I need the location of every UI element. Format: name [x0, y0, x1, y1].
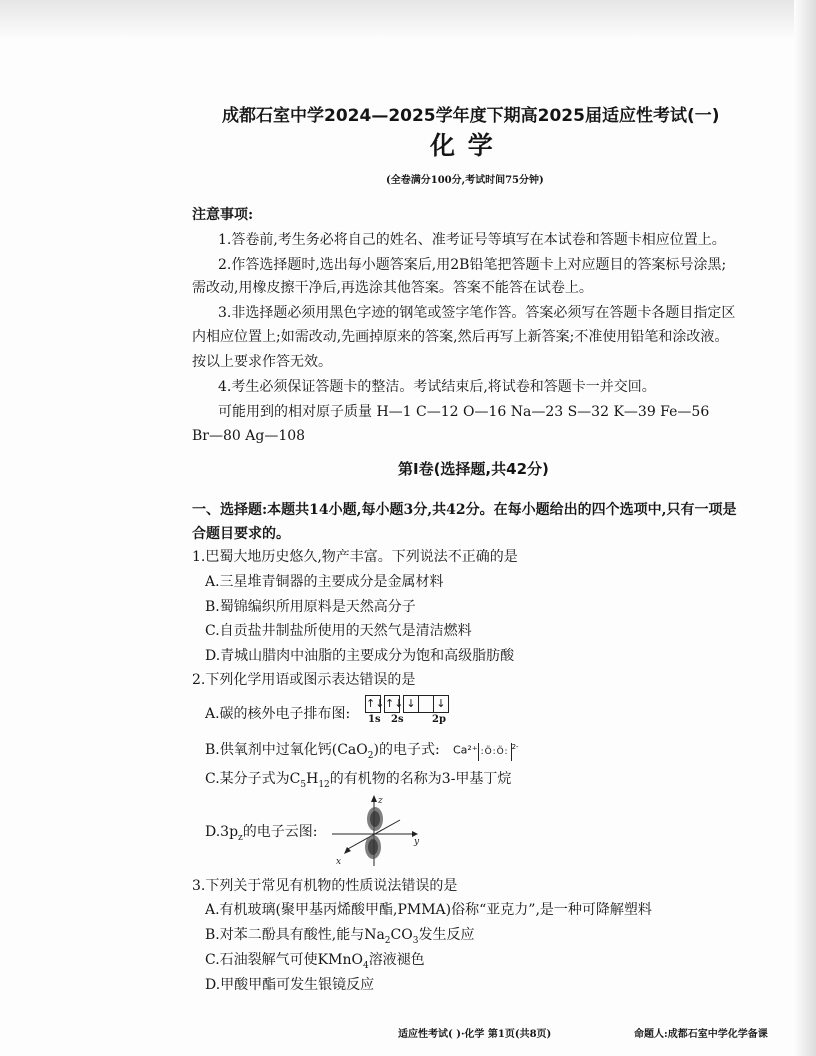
subject-title: 化 学 [430, 131, 495, 160]
atomic-masses-line2: Br—80 Ag—108 [192, 428, 306, 444]
q3-option-a: A.有机玻璃(聚甲基丙烯酸甲酯,PMMA)俗称“亚克力”,是一种可降解塑料 [205, 902, 652, 918]
atomic-masses-line1: 可能用到的相对原子质量 H—1 C—12 O—16 Na—23 S—32 K—39 Fe—56 [218, 404, 710, 420]
orbital-box [418, 696, 433, 712]
note-1: 1.答卷前,考生务必将自己的姓名、准考证号等填写在本试卷和答题卡相应位置上。 [218, 232, 726, 248]
electron-cloud-diagram [326, 792, 420, 868]
q1-option-b: B.蜀锦编织所用原料是天然高分子 [205, 599, 416, 615]
q2-stem: 2.下列化学用语或图示表达错误的是 [192, 672, 416, 688]
q2-option-c: C.某分子式为$C_5H_{12}$的有机物的名称为3-甲基丁烷 [205, 771, 512, 790]
orbital-box: ↑↓ [385, 697, 404, 710]
orbital-label-2s: 2s [391, 714, 404, 725]
exam-title: 成都石室中学2024—2025学年度下期高2025届适应性考试(一) [222, 106, 720, 126]
part-instructions-1: 一、选择题:本题共14小题,每小题3分,共42分。在每小题给出的四个选项中,只有一项是 [192, 502, 737, 518]
note-4: 4.考生必须保证答题卡的整洁。考试结束后,将试卷和答题卡一并交回。 [218, 379, 656, 395]
scan-shadow-top [0, 0, 816, 40]
note-2a: 2.作答选择题时,选出每小题答案后,用2B铅笔把答题卡上对应题目的答案标号涂黑; [218, 257, 727, 273]
note-3a: 3.非选择题必须用黑色字迹的钢笔或签字笔作答。答案必须写在答题卡各题目指定区 [218, 305, 736, 321]
orbital-2s [384, 695, 404, 713]
footer-page-info: 适应性考试( )·化学 第1页(共8页) [398, 1029, 552, 1040]
note-2b: 需改动,用橡皮擦干净后,再选涂其他答案。答案不能答在试卷上。 [192, 280, 593, 296]
q2-option-a: A.碳的核外电子排布图: [205, 706, 351, 722]
q2-option-d: $D.3p_z$的电子云图: [205, 824, 318, 843]
orbital-1s [365, 695, 385, 713]
q3-stem: 3.下列关于常见有机物的性质说法错误的是 [192, 878, 458, 894]
q3-option-b: B.对苯二酚具有酸性,能与$Na_2CO_3$发生反应 [205, 927, 475, 946]
axis-label-y: y [414, 837, 420, 847]
orbital-2p [403, 695, 449, 713]
scan-shadow-right [794, 0, 816, 1056]
orbital-box: ↓ [406, 697, 416, 710]
note-3c: 按以上要求作答无效。 [192, 354, 332, 370]
q1-option-c: C.自贡盐井制盐所使用的天然气是清洁燃料 [205, 623, 472, 639]
axis-label-z: z [378, 796, 383, 806]
orbital-box: ↓ [433, 696, 448, 712]
q1-option-a: A.三星堆青铜器的主要成分是金属材料 [205, 574, 444, 590]
orbital-label-2p: 2p [432, 714, 446, 725]
axis-label-x: x [336, 857, 342, 867]
q1-stem: 1.巴蜀大地历史悠久,物产丰富。下列说法不正确的是 [192, 549, 518, 565]
footer-author: 命题人:成都石室中学化学备课 [634, 1029, 768, 1040]
peroxide-electron-formula: Ca²⁺ :Ö:Ö: $^{2-}$ [453, 738, 519, 761]
q1-option-d: D.青城山腊肉中油脂的主要成分为饱和高级脂肪酸 [205, 648, 515, 664]
part-instructions-2: 合题目要求的。 [192, 526, 290, 542]
notes-heading: 注意事项: [192, 207, 254, 223]
exam-info: (全卷满分100分,考试时间75分钟) [386, 175, 544, 186]
q2-option-b: B.供氧剂中过氧化钙(CaO$_2$)的电子式: [205, 742, 440, 761]
q3-option-c: C.石油裂解气可使KMnO$_4$溶液褪色 [205, 952, 425, 971]
orbital-diagram [365, 695, 449, 713]
orbital-box: ↑↓ [366, 697, 385, 710]
q3-option-d: D.甲酸甲酯可发生银镜反应 [205, 977, 375, 993]
note-3b: 内相应位置上;如需改动,先画掉原来的答案,然后再写上新答案;不准使用铅笔和涂改液。 [192, 329, 729, 345]
orbital-label-1s: 1s [368, 714, 381, 725]
section-title: 第Ⅰ卷(选择题,共42分) [398, 460, 549, 478]
